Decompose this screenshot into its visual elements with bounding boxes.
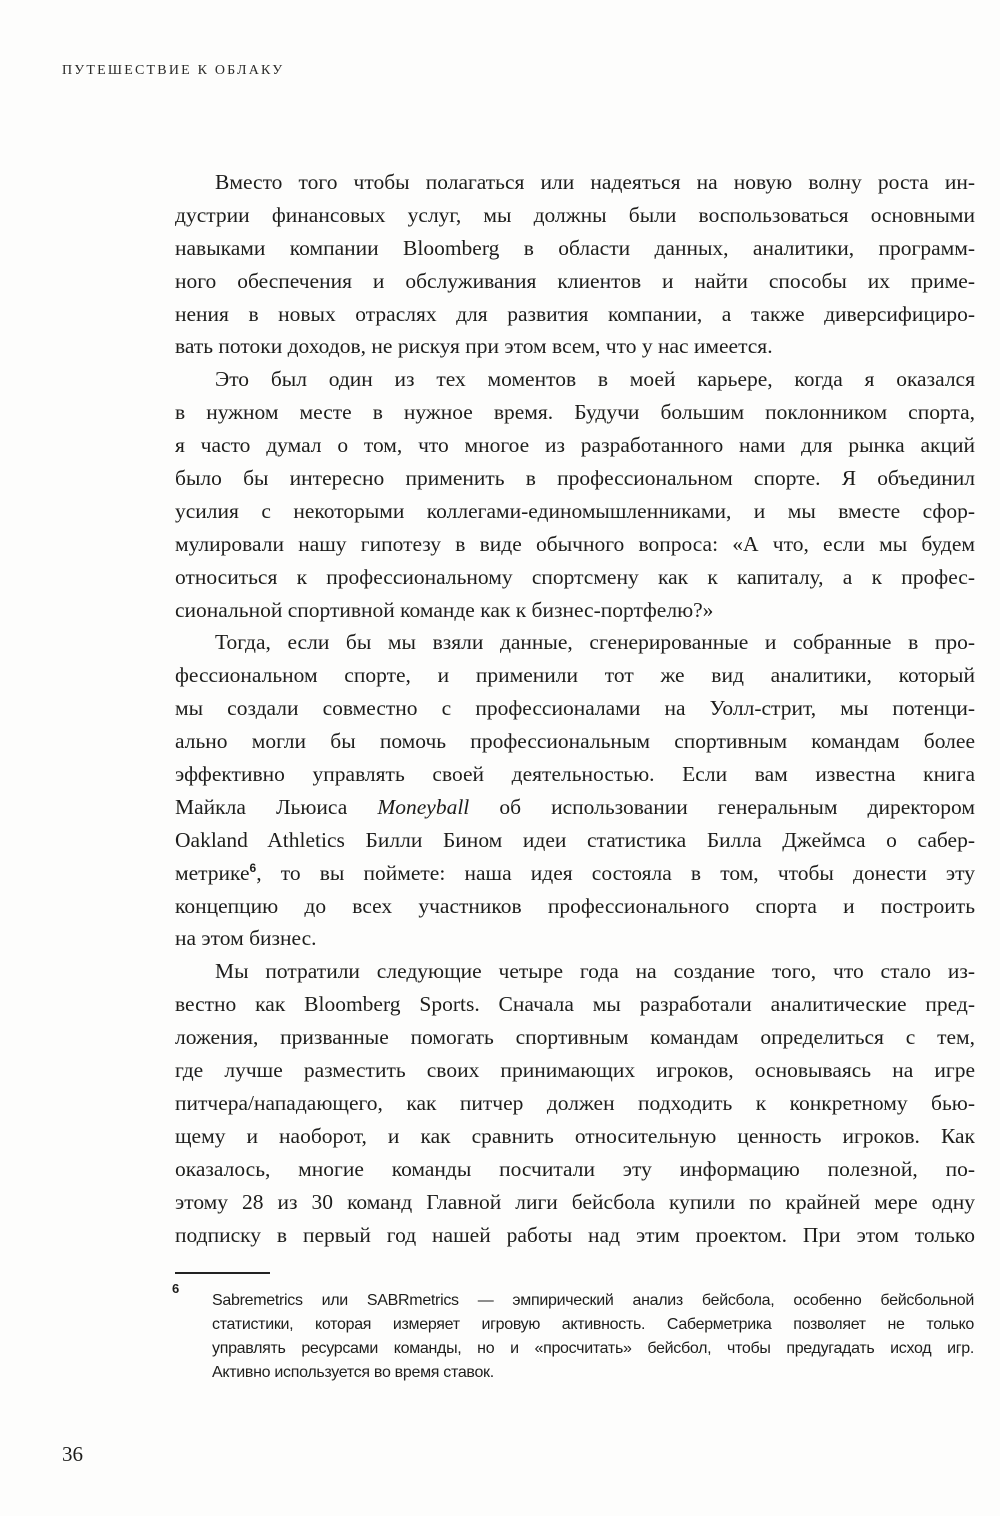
text-line: я часто думал о том, что многое из разработанного нами для рынка акций [175,433,975,458]
text-line: фессиональном спорте, и применили тот же вид аналитики, который [175,663,975,688]
text-span: , то вы поймете: наша идея состояла в том, чтобы донести эту [256,860,975,885]
text-span: Майкла Льюиса [175,794,378,819]
footnote-reference: 6 [249,860,257,875]
text-line: Тогда, если бы мы взяли данные, сгенерированные и собранные в про- [215,630,975,655]
text-line: мы создали совместно с профессионалами на Уолл-стрит, мы потенци- [175,696,975,721]
text-line: относиться к профессиональному спортсмену как к капиталу, а к профес- [175,564,975,589]
text-line: где лучше разместить своих принимающих игроков, основываясь на игре [175,1058,975,1083]
text-span: об использовании генеральным директором [469,794,975,819]
text-line: было бы интересно применить в профессиональном спорте. Я объединил [175,466,975,491]
footnote-line: статистики, которая измеряет игровую активность. Саберметрика позволяет не только [212,1316,974,1333]
footnote-line: Активно используется во время ставок. [212,1364,494,1381]
text-line: навыками компании Bloomberg в области данных, аналитики, программ- [175,235,975,260]
page-number: 36 [62,1442,83,1466]
text-line: дустрии финансовых услуг, мы должны были воспользоваться основными [175,202,975,227]
text-span: метрике [175,860,250,885]
text-line: ложения, призванные помогать спортивным командам определиться с тем, [175,1025,975,1050]
text-line: оказалось, многие команды посчитали эту информацию полезной, по- [175,1156,975,1181]
text-line [175,857,975,890]
body-text [175,166,975,1251]
text-line [175,791,975,824]
text-line: сиональной спортивной команде как к бизнес-портфелю?» [175,597,714,622]
text-line: вать потоки доходов, не рискуя при этом всем, что у нас имеется. [175,334,773,359]
footnote-line: Sabremetrics или SABRmetrics — эмпирический анализ бейсбола, особенно бейсбольной [212,1292,974,1309]
text-line: вестно как Bloomberg Sports. Сначала мы разработали аналитические пред- [175,992,975,1017]
text-line: нения в новых отраслях для развития компании, а также диверсифициро- [175,301,975,326]
text-line: ально могли бы помочь профессиональным спортивным командам более [175,729,975,754]
text-line: мулировали нашу гипотезу в виде обычного вопроса: «А что, если мы будем [175,531,975,556]
footnote-text [212,1289,974,1385]
italic-title: Moneyball [377,794,470,819]
text-line: подписку в первый год нашей работы над этим проектом. При этом только [175,1222,975,1247]
text-line: ного обеспечения и обслуживания клиентов и найти способы их приме- [175,268,975,293]
text-line: Мы потратили следующие четыре года на создание того, что стало из- [215,959,975,984]
footnote-line: управлять ресурсами команды, но и «просчитать» бейсбол, чтобы предугадать исход игр. [212,1340,974,1357]
text-line: Вместо того чтобы полагаться или надеяться на новую волну роста ин- [215,170,975,194]
footnote-number: 6 [172,1281,180,1296]
text-line: эффективно управлять своей деятельностью. Если вам известна книга [175,762,975,787]
text-line: концепцию до всех участников профессионального спорта и построить [175,893,975,918]
text-line: этому 28 из 30 команд Главной лиги бейсбола купили по крайней мере одну [175,1189,975,1214]
text-line: питчера/нападающего, как питчер должен подходить к конкретному бью- [175,1090,975,1115]
footnote-divider [175,1272,270,1274]
running-header: ПУТЕШЕСТВИЕ К ОБЛАКУ [62,63,285,78]
text-line: щему и наоборот, и как сравнить относительную ценность игроков. Как [175,1123,975,1148]
text-line: на этом бизнес. [175,926,317,951]
text-line: Oakland Athletics Билли Бином идеи статистика Билла Джеймса о сабер- [175,827,975,852]
text-line: усилия с некоторыми коллегами-единомышленниками, и мы вместе сфор- [175,498,975,523]
text-line: в нужном месте в нужное время. Будучи большим поклонником спорта, [175,400,975,425]
text-line: Это был один из тех моментов в моей карьере, когда я оказался [215,367,975,392]
